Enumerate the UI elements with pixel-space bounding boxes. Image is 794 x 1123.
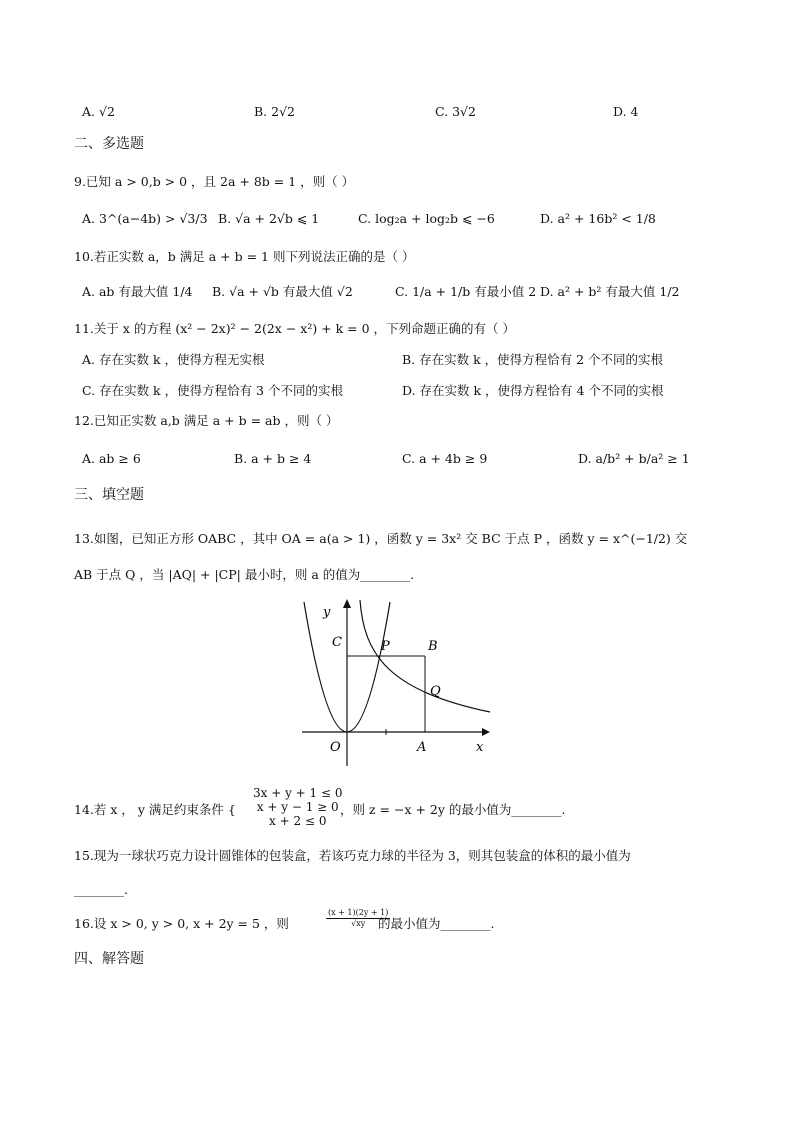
q14-suffix: ，则 z = −x + 2y 的最小值为________. xyxy=(340,802,566,817)
q12-stem: 12.已知正实数 a,b 满足 a + b = ab ，则（ ） xyxy=(74,413,339,428)
q13-figure xyxy=(290,596,510,766)
q11-option-a: A. 存在实数 k ，使得方程无实根 xyxy=(82,352,265,367)
q14-constraint-3: x + 2 ≤ 0 xyxy=(269,814,327,828)
q13-line2: AB 于点 Q ，当 |AQ| + |CP| 最小时，则 a 的值为________. xyxy=(74,567,415,582)
q11-option-d: D. 存在实数 k ，使得方程恰有 4 个不同的实根 xyxy=(402,383,664,398)
q13-line1: 13.如图，已知正方形 OABC ，其中 OA = a(a > 1) ，函数 y = 3x² 交 BC 于点 P ，函数 y = x^(−1/2) 交 xyxy=(74,531,688,546)
section-solve: 四、解答题 xyxy=(74,951,144,967)
q9-stem: 9.已知 a > 0,b > 0 ，且 2a + 8b = 1 ，则（ ） xyxy=(74,174,355,189)
q10-option-d: D. a² + b² 有最大值 1/2 xyxy=(540,284,680,299)
q15-line2: ________. xyxy=(74,882,128,897)
q10-option-a: A. ab 有最大值 1/4 xyxy=(82,284,193,299)
label-y: y xyxy=(323,605,331,620)
label-x: x xyxy=(476,740,484,755)
q8-option-d: D. 4 xyxy=(613,104,639,119)
q14-constraint-2: x + y − 1 ≥ 0 xyxy=(256,800,339,814)
x-axis-arrow xyxy=(482,728,490,736)
q14-constraint-system xyxy=(253,786,343,828)
label-p: P xyxy=(381,639,390,654)
y-axis-arrow xyxy=(343,599,351,608)
q10-option-b: B. √a + √b 有最大值 √2 xyxy=(212,284,353,299)
q11-option-c: C. 存在实数 k ，使得方程恰有 3 个不同的实根 xyxy=(82,383,343,398)
q14-prefix: 14.若 x ， y 满足约束条件 { xyxy=(74,802,236,817)
q16-numerator: (x + 1)(2y + 1) xyxy=(328,908,389,917)
q11-stem: 11.关于 x 的方程 (x² − 2x)² − 2(2x − x²) + k = 0 ，下列命题正确的有（ ） xyxy=(74,321,516,336)
label-o: O xyxy=(330,740,341,755)
label-q: Q xyxy=(430,684,441,699)
q8-option-b: B. 2√2 xyxy=(254,104,296,119)
section-fill-blank: 三、填空题 xyxy=(74,487,144,503)
q16-suffix: 的最小值为________. xyxy=(378,916,495,931)
q12-option-c: C. a + 4b ≥ 9 xyxy=(402,451,488,466)
q9-option-b: B. √a + 2√b ⩽ 1 xyxy=(218,211,320,226)
q8-option-c: C. 3√2 xyxy=(435,104,476,119)
q15-line1: 15.现为一球状巧克力设计圆锥体的包装盒，若该巧克力球的半径为 3，则其包装盒的体积的最小值为 xyxy=(74,848,631,863)
q16-prefix: 16.设 x > 0, y > 0, x + 2y = 5 ，则 xyxy=(74,916,289,931)
q9-option-d: D. a² + 16b² < 1/8 xyxy=(540,211,656,226)
q8-option-a: A. √2 xyxy=(82,104,115,119)
q14-constraint-1: 3x + y + 1 ≤ 0 xyxy=(253,786,343,800)
q11-option-b: B. 存在实数 k ，使得方程恰有 2 个不同的实根 xyxy=(402,352,664,367)
section-multi-choice: 二、多选题 xyxy=(74,136,144,152)
q12-option-b: B. a + b ≥ 4 xyxy=(234,451,312,466)
q10-stem: 10.若正实数 a，b 满足 a + b = 1 则下列说法正确的是（ ） xyxy=(74,249,415,264)
q12-option-d: D. a/b² + b/a² ≥ 1 xyxy=(578,451,690,466)
q16-denominator: √xy xyxy=(351,919,366,928)
q9-option-c: C. log₂a + log₂b ⩽ −6 xyxy=(358,211,495,226)
q9-option-a: A. 3^(a−4b) > √3/3 xyxy=(82,211,208,226)
label-c: C xyxy=(332,635,342,650)
label-a: A xyxy=(417,740,427,755)
q12-option-a: A. ab ≥ 6 xyxy=(82,451,141,466)
q10-option-c: C. 1/a + 1/b 有最小值 2 xyxy=(395,284,537,299)
label-b: B xyxy=(428,639,438,654)
